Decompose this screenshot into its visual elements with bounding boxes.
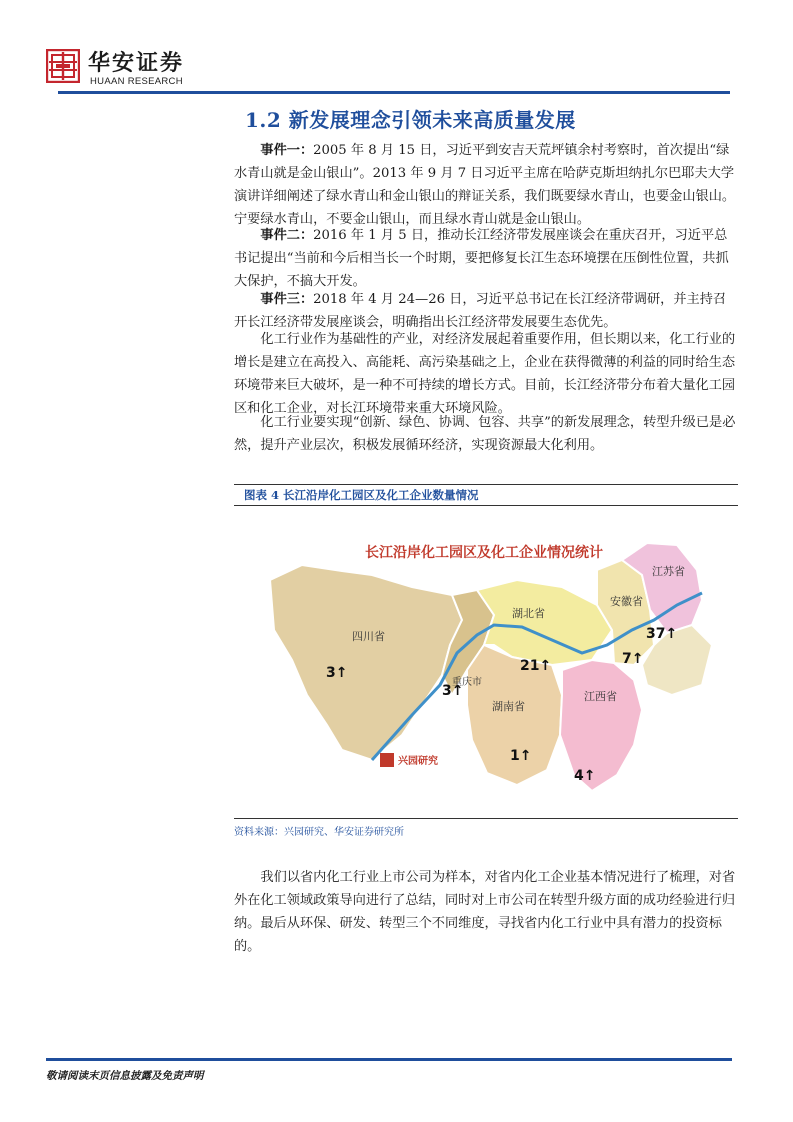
brand-english-name: HUAAN RESEARCH [90, 76, 183, 87]
province-sichuan [270, 565, 462, 760]
province-label-jiangxi: 江西省 [584, 690, 617, 703]
event-2-text: 2016 年 1 月 5 日，推动长江经济带发展座谈会在重庆召开，习近平总书记提出“当前和今后相当长一个时期，要把修复长江生态环境摆在压倒性位置，共抓大保护，不搞大开发。 [234, 228, 729, 289]
count-sichuan: 3↑ [326, 665, 348, 681]
figure-title-rule-top [234, 484, 738, 485]
paragraph-chemical-industry: 化工行业作为基础性的产业，对经济发展起着重要作用，但长期以来，化工行业的增长是建立在高投入、高能耗、高污染基础之上，企业在获得微薄的利益的同时给生态环境带来巨大破坏，是一种不可持续的增长方式。目前，长江经济带分布着大量化工园区和化工企业，对长江环境带来重大环境风险。 [234, 332, 736, 416]
footer-divider [46, 1058, 732, 1061]
province-label-hubei: 湖北省 [512, 607, 545, 620]
event-1-label: 事件一： [260, 143, 314, 158]
header-divider [58, 91, 730, 94]
province-label-jiangsu: 江苏省 [652, 565, 685, 578]
count-hunan: 1↑ [510, 748, 532, 764]
event-3-label: 事件三： [260, 292, 314, 307]
xingyuan-watermark [380, 753, 438, 767]
watermark-text: 兴园研究 [398, 756, 438, 767]
province-label-chongqing: 重庆市 [452, 677, 482, 688]
province-jiangxi [560, 660, 642, 791]
count-jiangsu: 37↑ [646, 626, 678, 642]
figure-title: 图表 4 长江沿岸化工园区及化工企业数量情况 [244, 488, 479, 502]
event-1-text: 2005 年 8 月 15 日，习近平到安吉天荒坪镇余村考察时，首次提出“绿水青山就是金山银山”。2013 年 9 月 7 日习近平主席在哈萨克斯坦纳扎尔巴耶夫大学演讲详细阐述了绿水青山和金山银山的辩证关系，我们既要绿水青山，也要金山银山。宁要绿水青山，不要金山银山，而且绿水青山就是金山银山。 [234, 143, 736, 227]
count-anhui: 7↑ [622, 651, 644, 667]
source-divider [234, 818, 738, 819]
paragraph-event-1 [234, 139, 738, 231]
brand-name: 华安证券 [88, 50, 185, 76]
count-jiangxi: 4↑ [574, 768, 596, 784]
figure-title-rule-bottom [234, 505, 738, 506]
huaan-seal-icon [46, 49, 80, 83]
yangtze-map-figure [262, 535, 722, 805]
map-title: 长江沿岸化工园区及化工企业情况统计 [365, 545, 603, 561]
event-2-label: 事件二： [260, 228, 314, 243]
count-chongqing: 3↑ [442, 683, 464, 699]
event-3-text: 2018 年 4 月 24—26 日，习近平总书记在长江经济带调研，并主持召开长江经济带发展座谈会，明确指出长江经济带发展要生态优先。 [234, 292, 727, 330]
footer-disclaimer: 敬请阅读末页信息披露及免责声明 [46, 1070, 204, 1082]
section-title: 1.2 新发展理念引领未来高质量发展 [245, 108, 576, 132]
province-label-sichuan: 四川省 [352, 630, 385, 643]
paragraph-methodology: 我们以省内化工行业上市公司为样本，对省内化工企业基本情况进行了梳理，对省外在化工领域政策导向进行了总结，同时对上市公司在转型升级方面的成功经验进行归纳。最后从环保、研发、转型三个不同维度，寻找省内化工行业中具有潜力的投资标的。 [234, 870, 736, 954]
paragraph-event-2 [234, 224, 738, 293]
figure-source: 资料来源：兴园研究、华安证券研究所 [234, 827, 404, 838]
count-hubei: 21↑ [520, 658, 552, 674]
paragraph-transformation: 化工行业要实现“创新、绿色、协调、包容、共享”的新发展理念，转型升级已是必然，提升产业层次，积极发展循环经济，实现资源最大化利用。 [234, 415, 736, 453]
province-label-hunan: 湖南省 [492, 700, 525, 713]
province-label-anhui: 安徽省 [610, 595, 643, 608]
